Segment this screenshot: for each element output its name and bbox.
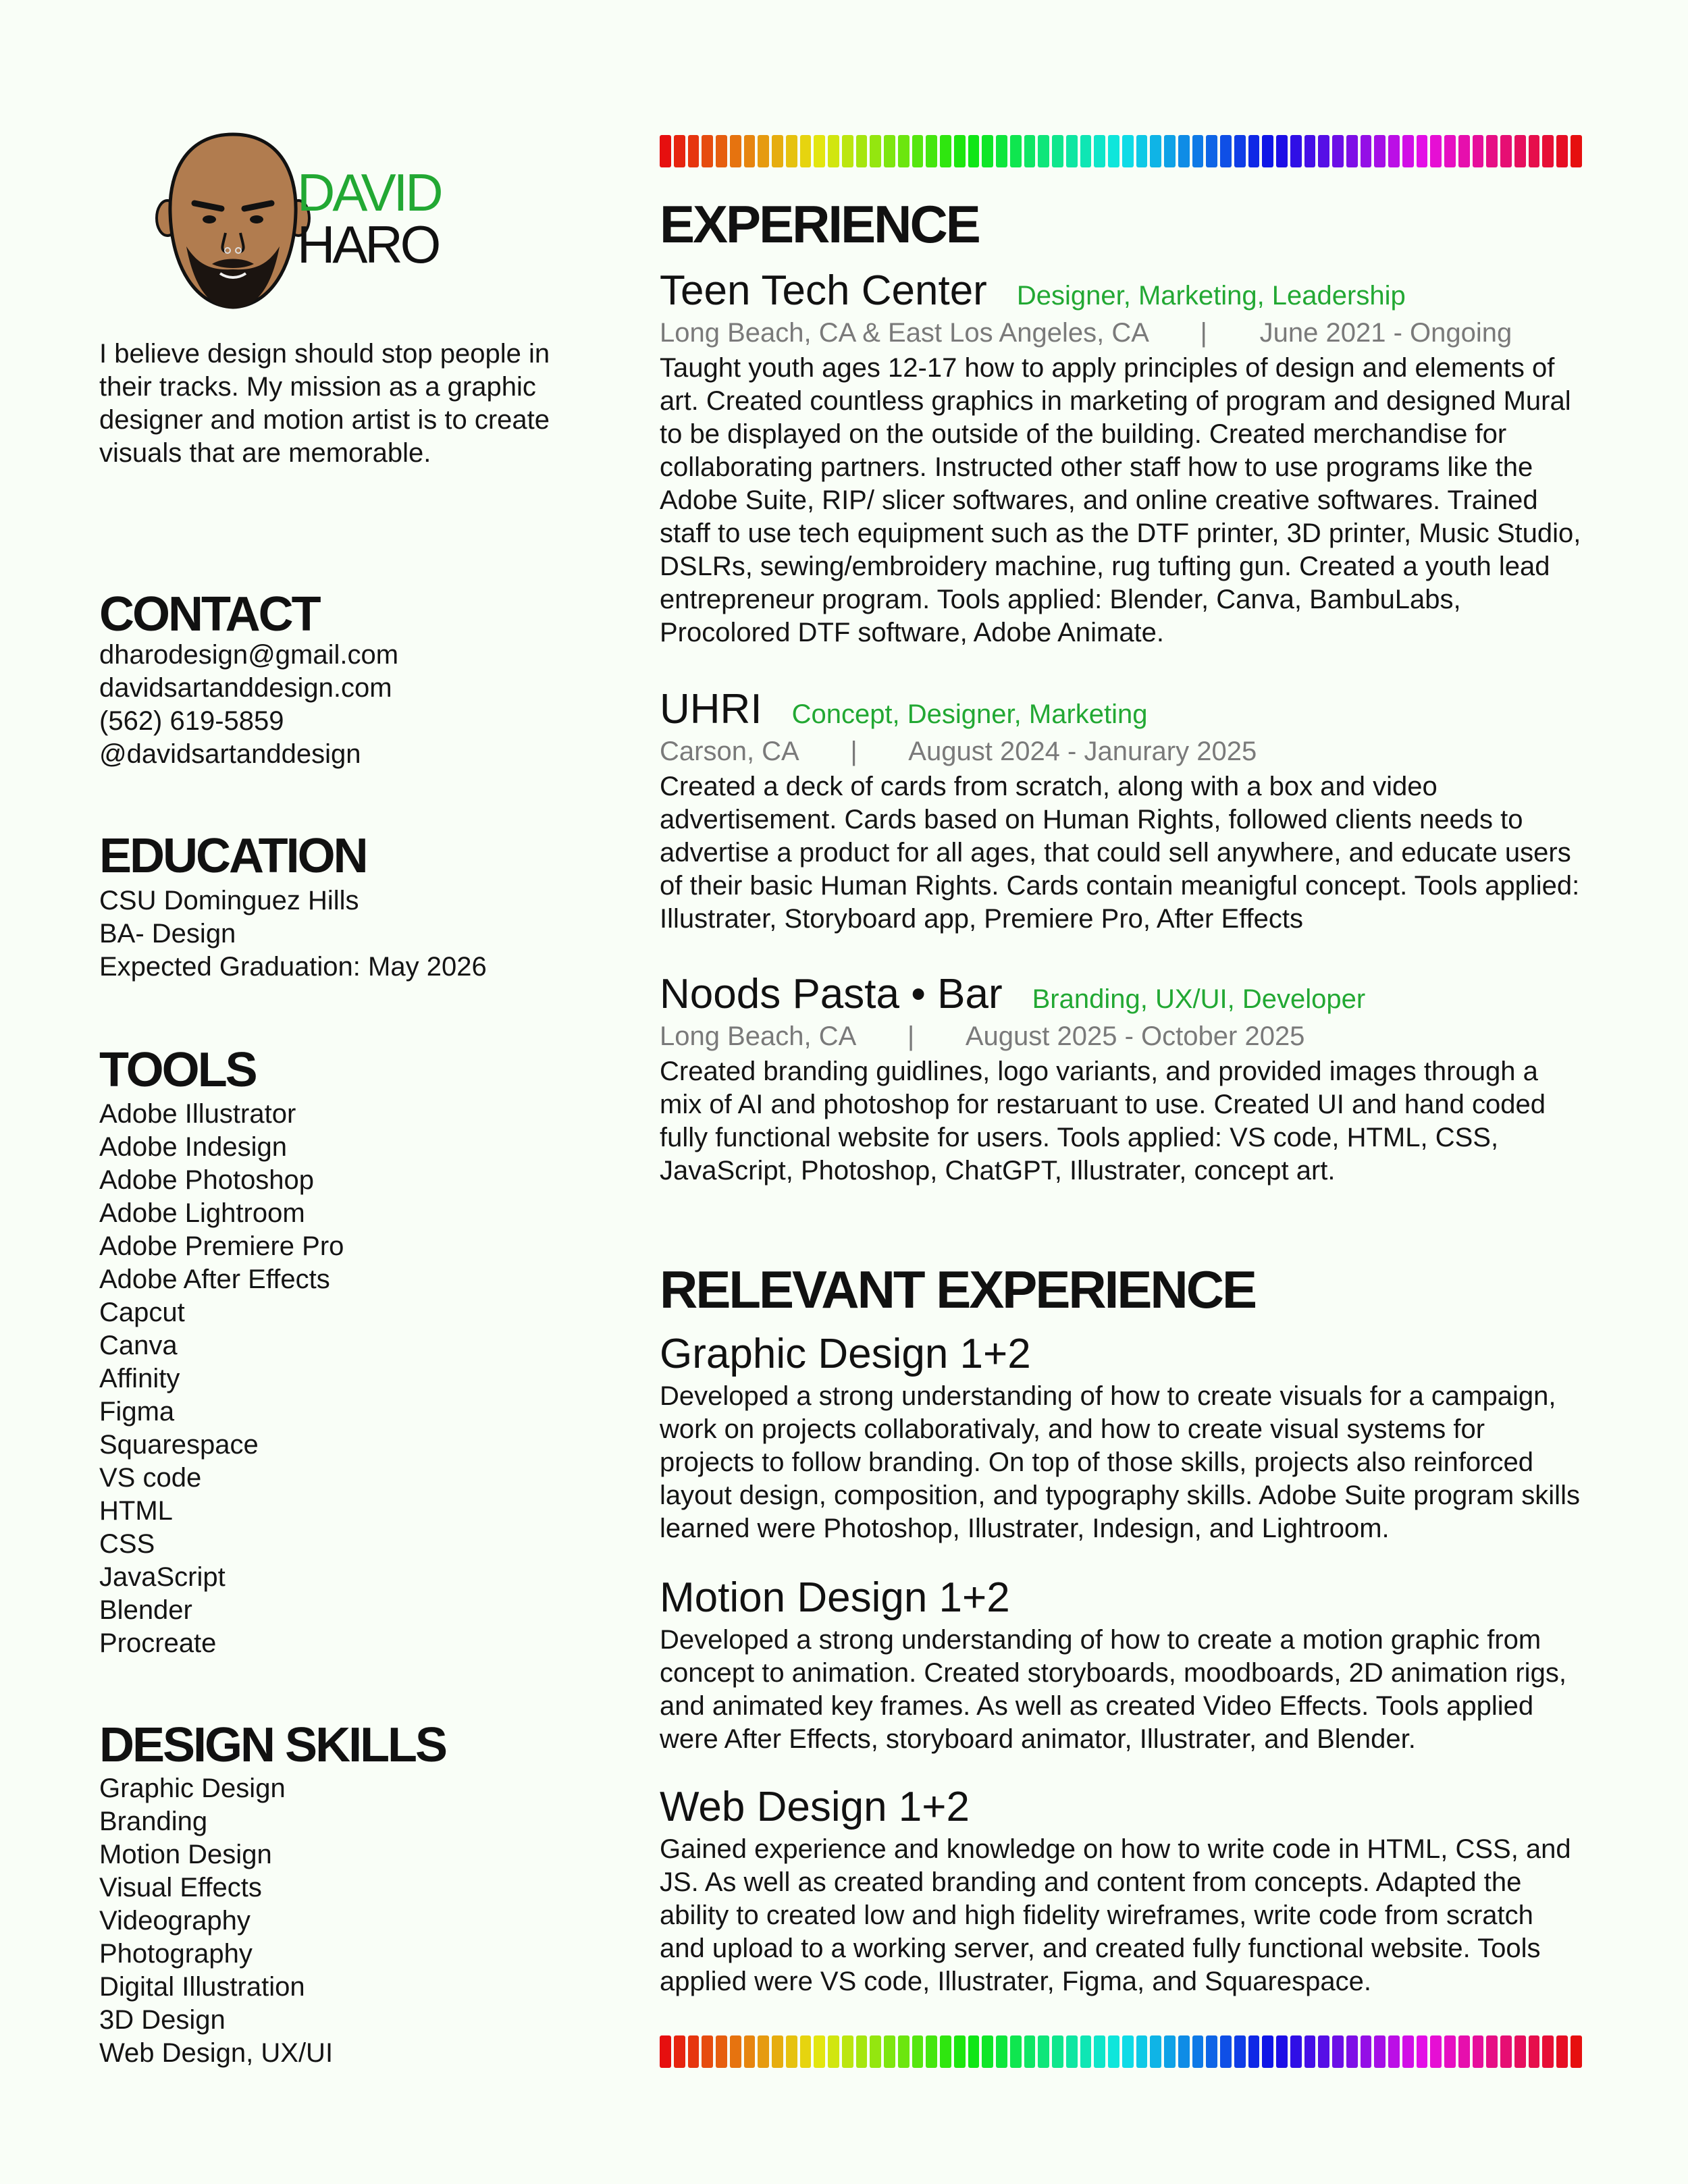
rainbow-stripe [1122,135,1134,167]
tool-item: Procreate [99,1628,217,1658]
course-entry [660,1783,1585,1998]
rainbow-stripe [968,135,980,167]
rainbow-stripe [660,2035,671,2068]
rainbow-stripe [898,2035,909,2068]
course-description: Developed a strong understanding of how to create a motion graphic from concept to animation. Created storyboards, moodboards, 2D animation rigs, and animated key frames. As well as created Video Effects. Tools applied were After Effects, storyboard animator, Illustrater, and Blender. [660,1625,1566,1754]
education-degree: BA- Design [99,919,236,949]
rainbow-stripe [1500,135,1512,167]
rainbow-stripe [828,2035,839,2068]
education-heading: EDUCATION [99,829,367,883]
education-school: CSU Dominguez Hills [99,886,359,915]
rainbow-stripe [1010,2035,1022,2068]
course-title: Graphic Design 1+2 [660,1331,1031,1377]
job-roles: Concept, Designer, Marketing [791,699,1148,729]
rainbow-stripe [1514,2035,1526,2068]
contact-phone: (562) 619-5859 [99,706,284,736]
rainbow-stripe [996,135,1007,167]
rainbow-stripe [800,2035,812,2068]
rainbow-stripe [1473,135,1484,167]
contact-email: dharodesign@gmail.com [99,640,399,670]
rainbow-stripe [1486,2035,1498,2068]
tool-item: Squarespace [99,1430,259,1460]
rainbow-stripe [1094,2035,1105,2068]
tool-item: Figma [99,1397,175,1427]
rainbow-stripe [870,135,881,167]
rainbow-stripe [1458,2035,1470,2068]
mission-statement: I believe design should stop people in their tracks. My mission as a graphic designer and motion artist is to create visuals that are memorable. [99,339,550,468]
design-skills-list [99,1772,333,2070]
job-entry [660,267,1585,649]
rainbow-stripe [1542,135,1554,167]
tool-item: Adobe Photoshop [99,1165,315,1195]
rainbow-stripe [1038,135,1049,167]
rainbow-stripe [940,2035,951,2068]
rainbow-stripe [1500,2035,1512,2068]
skill-item: Videography [99,1906,250,1936]
rainbow-stripe [1192,135,1204,167]
rainbow-stripe [1248,135,1260,167]
rainbow-stripe [674,135,685,167]
rainbow-stripe [828,135,839,167]
rainbow-stripe [898,135,909,167]
rainbow-stripe [1514,135,1526,167]
rainbow-stripe [1444,135,1456,167]
rainbow-stripe [1010,135,1022,167]
rainbow-stripe [1122,2035,1134,2068]
tool-item: JavaScript [99,1562,226,1592]
rainbow-stripe [968,2035,980,2068]
rainbow-stripe [1136,135,1148,167]
rainbow-divider-top [660,135,1581,167]
rainbow-stripe [1556,135,1568,167]
rainbow-stripe [1276,2035,1288,2068]
rainbow-stripe [1402,2035,1414,2068]
rainbow-stripe [730,2035,741,2068]
job-description: Created branding guidlines, logo variants, and provided images through a mix of AI and photoshop for restaruant to use. Created UI and hand coded fully functional website for users. Tools applied: VS code, HTML, CSS, JavaScript, Photoshop, ChatGPT, Illustrater, concept art. [660,1057,1546,1186]
rainbow-stripe [884,2035,895,2068]
tool-item: Adobe Premiere Pro [99,1231,344,1261]
rainbow-stripe [1234,2035,1246,2068]
rainbow-stripe [1417,135,1428,167]
rainbow-stripe [1318,135,1329,167]
course-description: Gained experience and knowledge on how to write code in HTML, CSS, and JS. As well as created branding and content from concepts. Adapted the ability to created low and high fidelity wireframes, write code from scratch and upload to a working server, and created fully functional website. Tools applied were VS code, Illustrater, Figma, and Squarespace. [660,1834,1571,1996]
rainbow-stripe [1108,2035,1119,2068]
rainbow-stripe [1164,2035,1176,2068]
rainbow-stripe [1346,2035,1358,2068]
tool-item: Adobe Illustrator [99,1099,296,1129]
rainbow-stripe [1150,135,1161,167]
contact-list [99,639,398,771]
skill-item: Graphic Design [99,1774,286,1803]
rainbow-stripe [1206,135,1217,167]
rainbow-stripe [856,135,868,167]
course-title: Web Design 1+2 [660,1784,970,1830]
rainbow-stripe [1473,2035,1484,2068]
tool-item: Affinity [99,1364,180,1393]
rainbow-stripe [758,2035,769,2068]
rainbow-stripe [1361,2035,1372,2068]
job-location-dates: Long Beach, CA & East Los Angeles, CA | June 2021 - Ongoing [660,318,1512,348]
rainbow-stripe [1402,135,1414,167]
rainbow-stripe [1052,2035,1063,2068]
tools-heading: TOOLS [99,1043,256,1097]
job-entry [660,970,1585,1188]
design-skills-heading: DESIGN SKILLS [99,1718,446,1772]
tool-item: Capcut [99,1298,185,1327]
rainbow-stripe [1178,2035,1190,2068]
rainbow-stripe [856,2035,868,2068]
logo-first-name: DAVID [297,163,441,222]
skill-item: Motion Design [99,1840,272,1869]
tool-item: Adobe Lightroom [99,1198,305,1228]
rainbow-stripe [982,2035,993,2068]
rainbow-stripe [1192,2035,1204,2068]
rainbow-stripe [772,2035,783,2068]
rainbow-stripe [688,135,700,167]
rainbow-stripe [1332,135,1344,167]
avatar-illustration [155,132,311,311]
skill-item: Branding [99,1807,208,1836]
skill-item: 3D Design [99,2005,226,2035]
tool-item: CSS [99,1529,155,1559]
job-title: UHRI [660,686,762,733]
rainbow-stripe [1164,135,1176,167]
rainbow-stripe [912,135,924,167]
rainbow-stripe [1430,2035,1442,2068]
rainbow-stripe [716,2035,727,2068]
experience-heading: EXPERIENCE [660,194,979,254]
rainbow-stripe [1346,135,1358,167]
rainbow-stripe [1024,135,1036,167]
rainbow-stripe [1361,135,1372,167]
rainbow-stripe [842,135,853,167]
rainbow-stripe [730,135,741,167]
job-entry [660,685,1585,936]
tools-list [99,1098,344,1660]
rainbow-stripe [758,135,769,167]
rainbow-stripe [1150,2035,1161,2068]
tool-item: VS code [99,1463,202,1493]
rainbow-stripe [1529,135,1540,167]
rainbow-stripe [1332,2035,1344,2068]
rainbow-stripe [1080,135,1092,167]
rainbow-stripe [912,2035,924,2068]
tool-item: Canva [99,1331,178,1360]
rainbow-stripe [814,2035,825,2068]
rainbow-stripe [1276,135,1288,167]
rainbow-stripe [1417,2035,1428,2068]
course-entry [660,1574,1585,1756]
rainbow-stripe [926,135,937,167]
rainbow-stripe [1220,2035,1232,2068]
rainbow-stripe [1290,135,1302,167]
contact-website: davidsartanddesign.com [99,673,392,703]
rainbow-stripe [954,135,966,167]
rainbow-stripe [1248,2035,1260,2068]
course-title: Motion Design 1+2 [660,1574,1010,1621]
rainbow-stripe [1206,2035,1217,2068]
rainbow-stripe [1571,2035,1582,2068]
rainbow-stripe [702,135,713,167]
rainbow-stripe [688,2035,700,2068]
skill-item: Visual Effects [99,1873,262,1902]
rainbow-stripe [786,2035,797,2068]
tool-item: HTML [99,1496,173,1526]
rainbow-stripe [1094,135,1105,167]
rainbow-stripe [1374,135,1386,167]
rainbow-stripe [1262,135,1273,167]
rainbow-stripe [842,2035,853,2068]
job-description: Taught youth ages 12-17 how to apply principles of design and elements of art. Created countless graphics in marketing of program and designed Mural to be displayed on the outside of the building. Created merchandise for collaborating partners. Instructed other staff how to use programs like the Adobe Suite, RIP/ slicer softwares, and online creative softwares. Trained staff to use tech equipment such as the DTF printer, 3D printer, Music Studio, DSLRs, sewing/embroidery machine, rug tufting gun. Created a youth lead entrepreneur program. Tools applied: Blender, Canva, BambuLabs, Procolored DTF software, Adobe Animate. [660,353,1581,647]
rainbow-stripe [1486,135,1498,167]
rainbow-stripe [1458,135,1470,167]
rainbow-stripe [1234,135,1246,167]
rainbow-stripe [1318,2035,1329,2068]
rainbow-stripe [1066,135,1078,167]
rainbow-stripe [1220,135,1232,167]
job-description: Created a deck of cards from scratch, along with a box and video advertisement. Cards based on Human Rights, followed clients needs to advertise a product for all ages, that could sell anywhere, and educate users of their basic Human Rights. Cards contain meanigful concept. Tools applied: Illustrater, Storyboard app, Premiere Pro, After Effects [660,772,1580,934]
rainbow-stripe [772,135,783,167]
tool-item: Adobe After Effects [99,1264,330,1294]
rainbow-stripe [1571,135,1582,167]
rainbow-stripe [1066,2035,1078,2068]
rainbow-stripe [1304,2035,1316,2068]
logo-last-name: HARO [297,215,439,274]
rainbow-stripe [674,2035,685,2068]
rainbow-stripe [1388,135,1400,167]
rainbow-stripe [1178,135,1190,167]
job-roles: Branding, UX/UI, Developer [1032,984,1366,1014]
rainbow-stripe [660,135,671,167]
rainbow-stripe [1290,2035,1302,2068]
rainbow-stripe [870,2035,881,2068]
rainbow-stripe [1038,2035,1049,2068]
rainbow-stripe [982,135,993,167]
rainbow-stripe [954,2035,966,2068]
rainbow-stripe [1444,2035,1456,2068]
rainbow-stripe [996,2035,1007,2068]
skill-item: Digital Illustration [99,1972,305,2002]
rainbow-stripe [716,135,727,167]
job-location-dates: Long Beach, CA | August 2025 - October 2025 [660,1021,1305,1051]
rainbow-divider-bottom [660,2035,1581,2068]
job-roles: Designer, Marketing, Leadership [1016,281,1406,311]
rainbow-stripe [1304,135,1316,167]
rainbow-stripe [800,135,812,167]
rainbow-stripe [1556,2035,1568,2068]
contact-social: @davidsartanddesign [99,739,361,769]
rainbow-stripe [786,135,797,167]
skill-item: Photography [99,1939,253,1969]
rainbow-stripe [1388,2035,1400,2068]
rainbow-stripe [1542,2035,1554,2068]
rainbow-stripe [926,2035,937,2068]
relevant-experience-heading: RELEVANT EXPERIENCE [660,1260,1256,1319]
job-location-dates: Carson, CA | August 2024 - Janurary 2025 [660,737,1257,766]
course-description: Developed a strong understanding of how to create visuals for a campaign, work on projects collaborativaly, and how to create visual systems for projects to follow branding. On top of those skills, projects also reinforced layout design, composition, and typography skills. Adobe Suite program skills learned were Photoshop, Illustrater, Indesign, and Lightroom. [660,1381,1580,1543]
rainbow-stripe [1374,2035,1386,2068]
tool-item: Adobe Indesign [99,1132,288,1162]
rainbow-stripe [940,135,951,167]
education-list [99,884,487,984]
rainbow-stripe [1136,2035,1148,2068]
rainbow-stripe [1262,2035,1273,2068]
job-title: Teen Tech Center [660,267,987,314]
course-entry [660,1330,1585,1545]
education-graduation: Expected Graduation: May 2026 [99,952,487,982]
skill-item: Web Design, UX/UI [99,2038,334,2068]
rainbow-stripe [1108,135,1119,167]
tool-item: Blender [99,1595,192,1625]
rainbow-stripe [1529,2035,1540,2068]
rainbow-stripe [744,2035,756,2068]
rainbow-stripe [744,135,756,167]
rainbow-stripe [702,2035,713,2068]
contact-heading: CONTACT [99,587,319,641]
job-title: Noods Pasta • Bar [660,971,1003,1017]
rainbow-stripe [1080,2035,1092,2068]
rainbow-stripe [814,135,825,167]
rainbow-stripe [1430,135,1442,167]
rainbow-stripe [1024,2035,1036,2068]
rainbow-stripe [884,135,895,167]
rainbow-stripe [1052,135,1063,167]
